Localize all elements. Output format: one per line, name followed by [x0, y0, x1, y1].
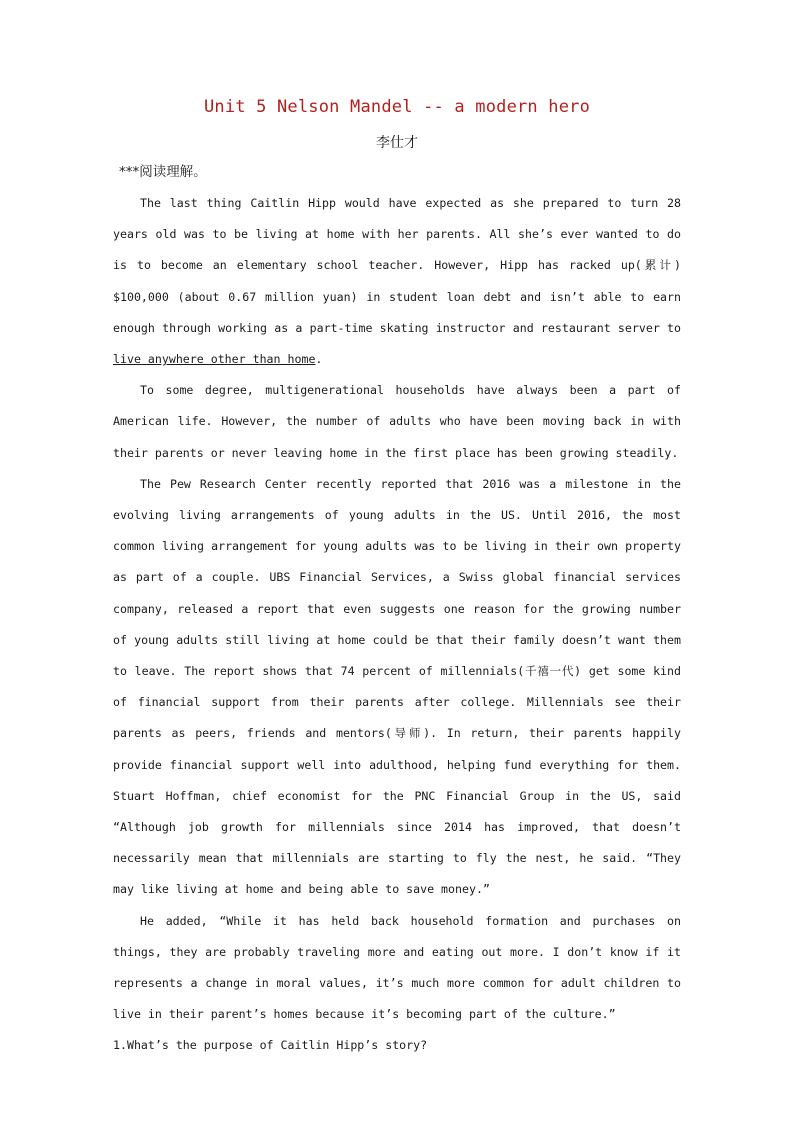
paragraph-1-text: The last thing Caitlin Hipp would have expected as she prepared to turn 28 years old was to be living at home with her parents. All she’s ever wanted to do is to become an elementary school teacher. However, Hipp has racked up(累计) $100,000 (about 0.67 million yuan) in student loan debt and isn’t able to earn enough through working as a part-time skating instructor and restaurant server to: [113, 196, 681, 335]
question-1: 1.What’s the purpose of Caitlin Hipp’s story?: [113, 1038, 428, 1053]
underlined-phrase: live anywhere other than home: [113, 352, 316, 367]
reading-passage: [113, 188, 681, 1062]
paragraph-1: [113, 188, 681, 375]
paragraph-3: The Pew Research Center recently reported that 2016 was a milestone in the evolving living arrangements of young adults in the US. Until 2016, the most common living arrangement for young adults was to be living in their own property as part of a couple. UBS Financial Services, a Swiss global financial services company, released a report that even suggests one reason for the growing number of young adults still living at home could be that their family doesn’t want them to leave. The report shows that 74 percent of millennials(千禧一代) get some kind of financial support from their parents after college. Millennials see their parents as peers, friends and mentors(导师). In return, their parents happily provide financial support well into adulthood, helping fund everything for them. Stuart Hoffman, chief economist for the PNC Financial Group in the US, said “Although job growth for millennials since 2014 has improved, that doesn’t necessarily mean that millennials are starting to fly the nest, he said. “They may like living at home and being able to save money.”: [113, 476, 681, 897]
section-heading: ***阅读理解。: [119, 164, 207, 180]
paragraph-2: To some degree, multigenerational households have always been a part of American life. However, the number of adults who have been moving back in with their parents or never leaving home in the first place has been growing steadily.: [113, 383, 681, 460]
author-name: 李仕才: [376, 135, 418, 151]
document-title: Unit 5 Nelson Mandel -- a modern hero: [203, 97, 591, 117]
paragraph-1-end: .: [315, 352, 323, 367]
paragraph-4: He added, “While it has held back household formation and purchases on things, they are probably traveling more and eating out more. I don’t know if it represents a change in moral values, it’s much more common for adult children to live in their parent’s homes because it’s becoming part of the culture.”: [113, 913, 681, 1022]
